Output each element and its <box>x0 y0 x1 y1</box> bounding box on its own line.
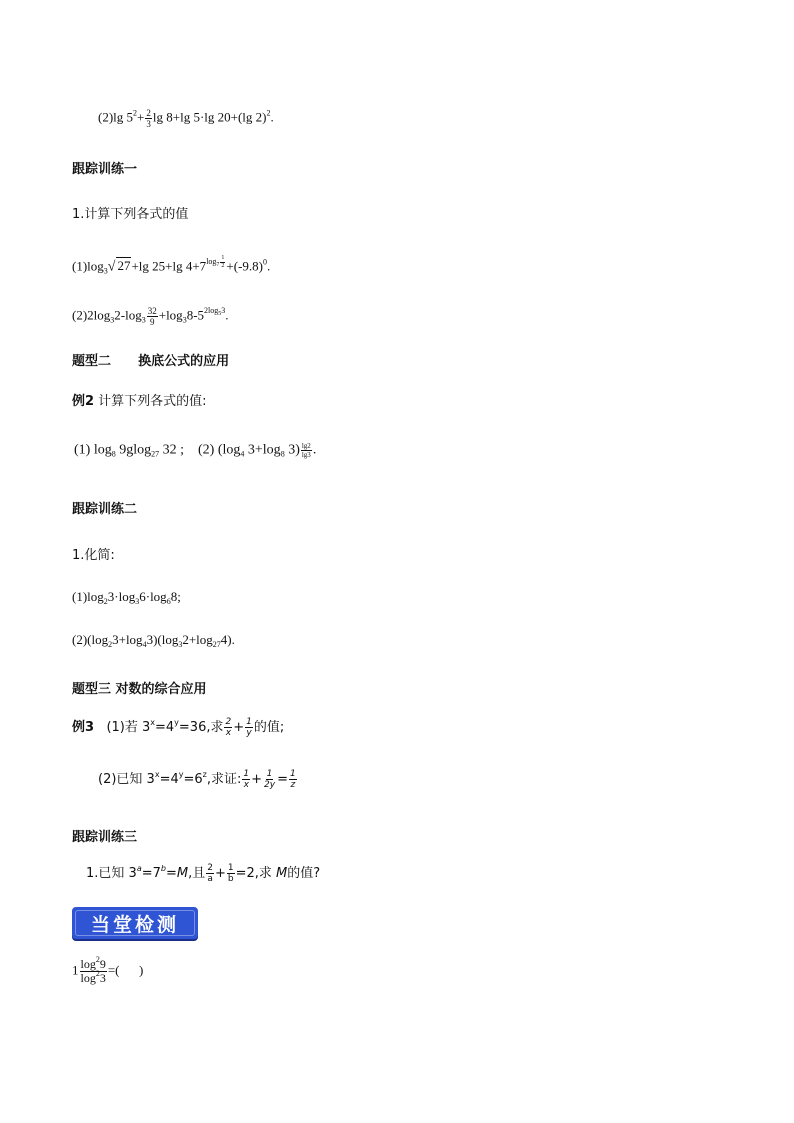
sub: 2 <box>103 597 108 606</box>
text: ,求证: <box>206 772 242 787</box>
practice-2-item-1 <box>72 589 181 605</box>
text: = <box>165 866 177 881</box>
sub: 27 <box>212 640 221 649</box>
frac-den <box>80 969 107 985</box>
section-banner-in-class-check <box>72 907 198 939</box>
example-3-part-1 <box>72 716 284 738</box>
text: 2log <box>204 306 219 316</box>
text: 32 ; <box>159 442 184 458</box>
text: =36,求 <box>178 720 224 735</box>
section-heading-practice-2: 跟踪训练二 <box>72 502 138 517</box>
section-heading-type-3: 题型三 对数的综合应用 <box>72 682 207 697</box>
example-2-expressions <box>74 442 316 459</box>
text: (2)2log <box>72 307 111 323</box>
text: (1) log <box>74 442 112 458</box>
frac-num: 2 <box>146 108 151 118</box>
prev-problem-2 <box>98 108 274 129</box>
frac-den: y <box>246 728 252 738</box>
sub: 3 <box>110 315 115 325</box>
banner-label: 当堂检测 <box>90 913 179 936</box>
text: + <box>251 772 262 787</box>
frac-num: 1 <box>227 863 234 873</box>
sub: 3 <box>178 640 183 649</box>
text: 2+log <box>182 632 213 647</box>
frac-num: 1 <box>246 717 252 727</box>
sub: 4 <box>142 640 147 649</box>
frac-num <box>80 955 107 972</box>
sup: y <box>174 718 179 727</box>
fraction <box>242 769 250 790</box>
sub: 4 <box>240 449 245 459</box>
text: 3)(log <box>146 632 179 647</box>
sup: b <box>160 864 166 873</box>
sub: 3 <box>103 266 108 276</box>
text: 2-log <box>114 307 142 323</box>
sup: 0 <box>263 257 267 267</box>
example-3-part-2 <box>98 768 298 790</box>
sub: 3 <box>141 315 146 325</box>
text: 3) <box>284 442 300 458</box>
text: . <box>270 109 274 125</box>
frac-den: b <box>227 874 234 884</box>
frac-num: 32 <box>147 306 157 316</box>
fraction <box>206 863 214 884</box>
fraction <box>301 442 312 459</box>
practice-2-intro: 1.化简: <box>72 548 115 563</box>
text: 3+log <box>244 442 281 458</box>
text: (2) <box>98 109 114 125</box>
frac-num: 1 <box>243 769 250 779</box>
text: 的值; <box>253 720 285 735</box>
text: = <box>277 772 288 787</box>
text: 3·log <box>107 589 136 604</box>
sup: 2 <box>95 969 100 978</box>
text: + <box>137 109 145 125</box>
frac-den: 2 <box>221 263 225 269</box>
frac-num: 2 <box>225 717 232 727</box>
fraction <box>220 255 225 270</box>
exponent <box>206 255 226 269</box>
text: (2)(log <box>72 632 109 647</box>
text: (1)log <box>72 258 104 274</box>
frac-den: 9 <box>149 317 155 327</box>
text: +log <box>158 307 183 323</box>
text: 3 <box>221 306 226 316</box>
practice-1-intro: 1.计算下列各式的值 <box>72 207 189 222</box>
frac-den: lg3 <box>301 451 311 459</box>
text: lg 5 <box>113 109 134 125</box>
practice-1-item-1 <box>72 255 270 275</box>
sup: y <box>178 770 184 779</box>
answer-blank: =( ) <box>107 962 144 978</box>
sub: 5 <box>218 311 222 318</box>
fraction <box>224 717 232 738</box>
text: +lg 25+lg 4+7 <box>131 258 207 274</box>
text: . <box>225 307 229 323</box>
frac-den: a <box>207 874 213 884</box>
text: + <box>214 866 226 881</box>
exponent <box>204 306 226 318</box>
frac-num: 1 <box>221 255 225 261</box>
text: 8-5 <box>186 307 205 323</box>
example-label: 例2 <box>72 394 95 409</box>
text: . <box>312 442 317 458</box>
text: M <box>176 866 189 881</box>
sup: 2 <box>266 108 271 118</box>
example-label: 例3 <box>72 720 95 735</box>
text: 1.已知 3 <box>86 866 137 881</box>
text: log <box>80 971 96 985</box>
question-number: 1 <box>72 962 79 978</box>
frac-den: x <box>225 728 232 738</box>
frac-num: lg2 <box>301 442 311 450</box>
text: 9 <box>99 957 106 971</box>
text: 3 <box>99 971 106 985</box>
sub: 8 <box>280 449 285 459</box>
spacer <box>184 443 198 458</box>
section-heading-practice-3: 跟踪训练三 <box>72 830 138 845</box>
text: 3+log <box>112 632 143 647</box>
practice-1-item-2 <box>72 306 229 327</box>
frac-den: 3 <box>146 119 151 129</box>
practice-3-item-1 <box>86 862 320 884</box>
text: 4). <box>220 632 235 647</box>
frac-den: z <box>290 780 296 790</box>
sup: 2 <box>133 108 138 118</box>
fraction <box>147 306 158 327</box>
text: =4 <box>155 720 175 735</box>
sub: 7 <box>216 262 220 269</box>
text: (1)log <box>72 589 104 604</box>
text: 的值? <box>287 866 321 881</box>
fraction <box>289 769 297 790</box>
text: . <box>267 258 271 274</box>
text: lg 8+lg 5·lg 20+(lg 2) <box>152 109 267 125</box>
sub: 6 <box>166 597 171 606</box>
text: 9 <box>115 442 127 458</box>
sup: a <box>136 864 142 873</box>
text: log <box>133 442 152 458</box>
fraction <box>145 108 152 129</box>
text: =4 <box>159 772 179 787</box>
section-heading-practice-1: 跟踪训练一 <box>72 162 138 177</box>
example-text: 计算下列各式的值: <box>94 394 207 409</box>
sub: 8 <box>111 449 116 459</box>
sup: x <box>150 718 155 727</box>
frac-num: 1 <box>266 769 273 779</box>
text: M <box>276 866 288 881</box>
text: =2,求 <box>235 866 277 881</box>
radicand: 27 <box>117 258 131 274</box>
frac-num: 1 <box>289 769 296 779</box>
sub: 2 <box>108 640 113 649</box>
sup: 2 <box>95 955 100 964</box>
frac-den: x <box>243 780 249 790</box>
sub: 3 <box>135 597 140 606</box>
fraction <box>263 769 276 790</box>
text: =6 <box>183 772 203 787</box>
text: log <box>206 257 217 267</box>
text: +(-9.8) <box>226 258 263 274</box>
text: (2) (log <box>198 442 241 458</box>
section-heading-type-2: 题型二 换底公式的应用 <box>72 354 230 369</box>
frac-num: 2 <box>207 863 213 873</box>
sub: 3 <box>182 315 187 325</box>
text: =7 <box>141 866 161 881</box>
text: (1)若 3 <box>94 720 151 735</box>
fraction <box>80 955 107 985</box>
sub: 27 <box>151 449 160 459</box>
text: log <box>80 957 96 971</box>
text: 6·log <box>139 589 167 604</box>
text: g <box>126 442 134 458</box>
practice-2-item-2 <box>72 632 235 648</box>
example-2 <box>72 390 207 409</box>
check-question-1 <box>72 955 144 985</box>
sup: x <box>154 770 160 779</box>
text: (2)已知 3 <box>98 772 155 787</box>
text: ,且 <box>188 866 206 881</box>
fraction <box>227 863 235 884</box>
text: 8; <box>170 589 181 604</box>
frac-den: 2y <box>264 780 276 790</box>
text: + <box>233 720 245 735</box>
radical-icon: √ <box>107 259 116 275</box>
sup: z <box>202 770 207 779</box>
fraction <box>245 717 253 738</box>
